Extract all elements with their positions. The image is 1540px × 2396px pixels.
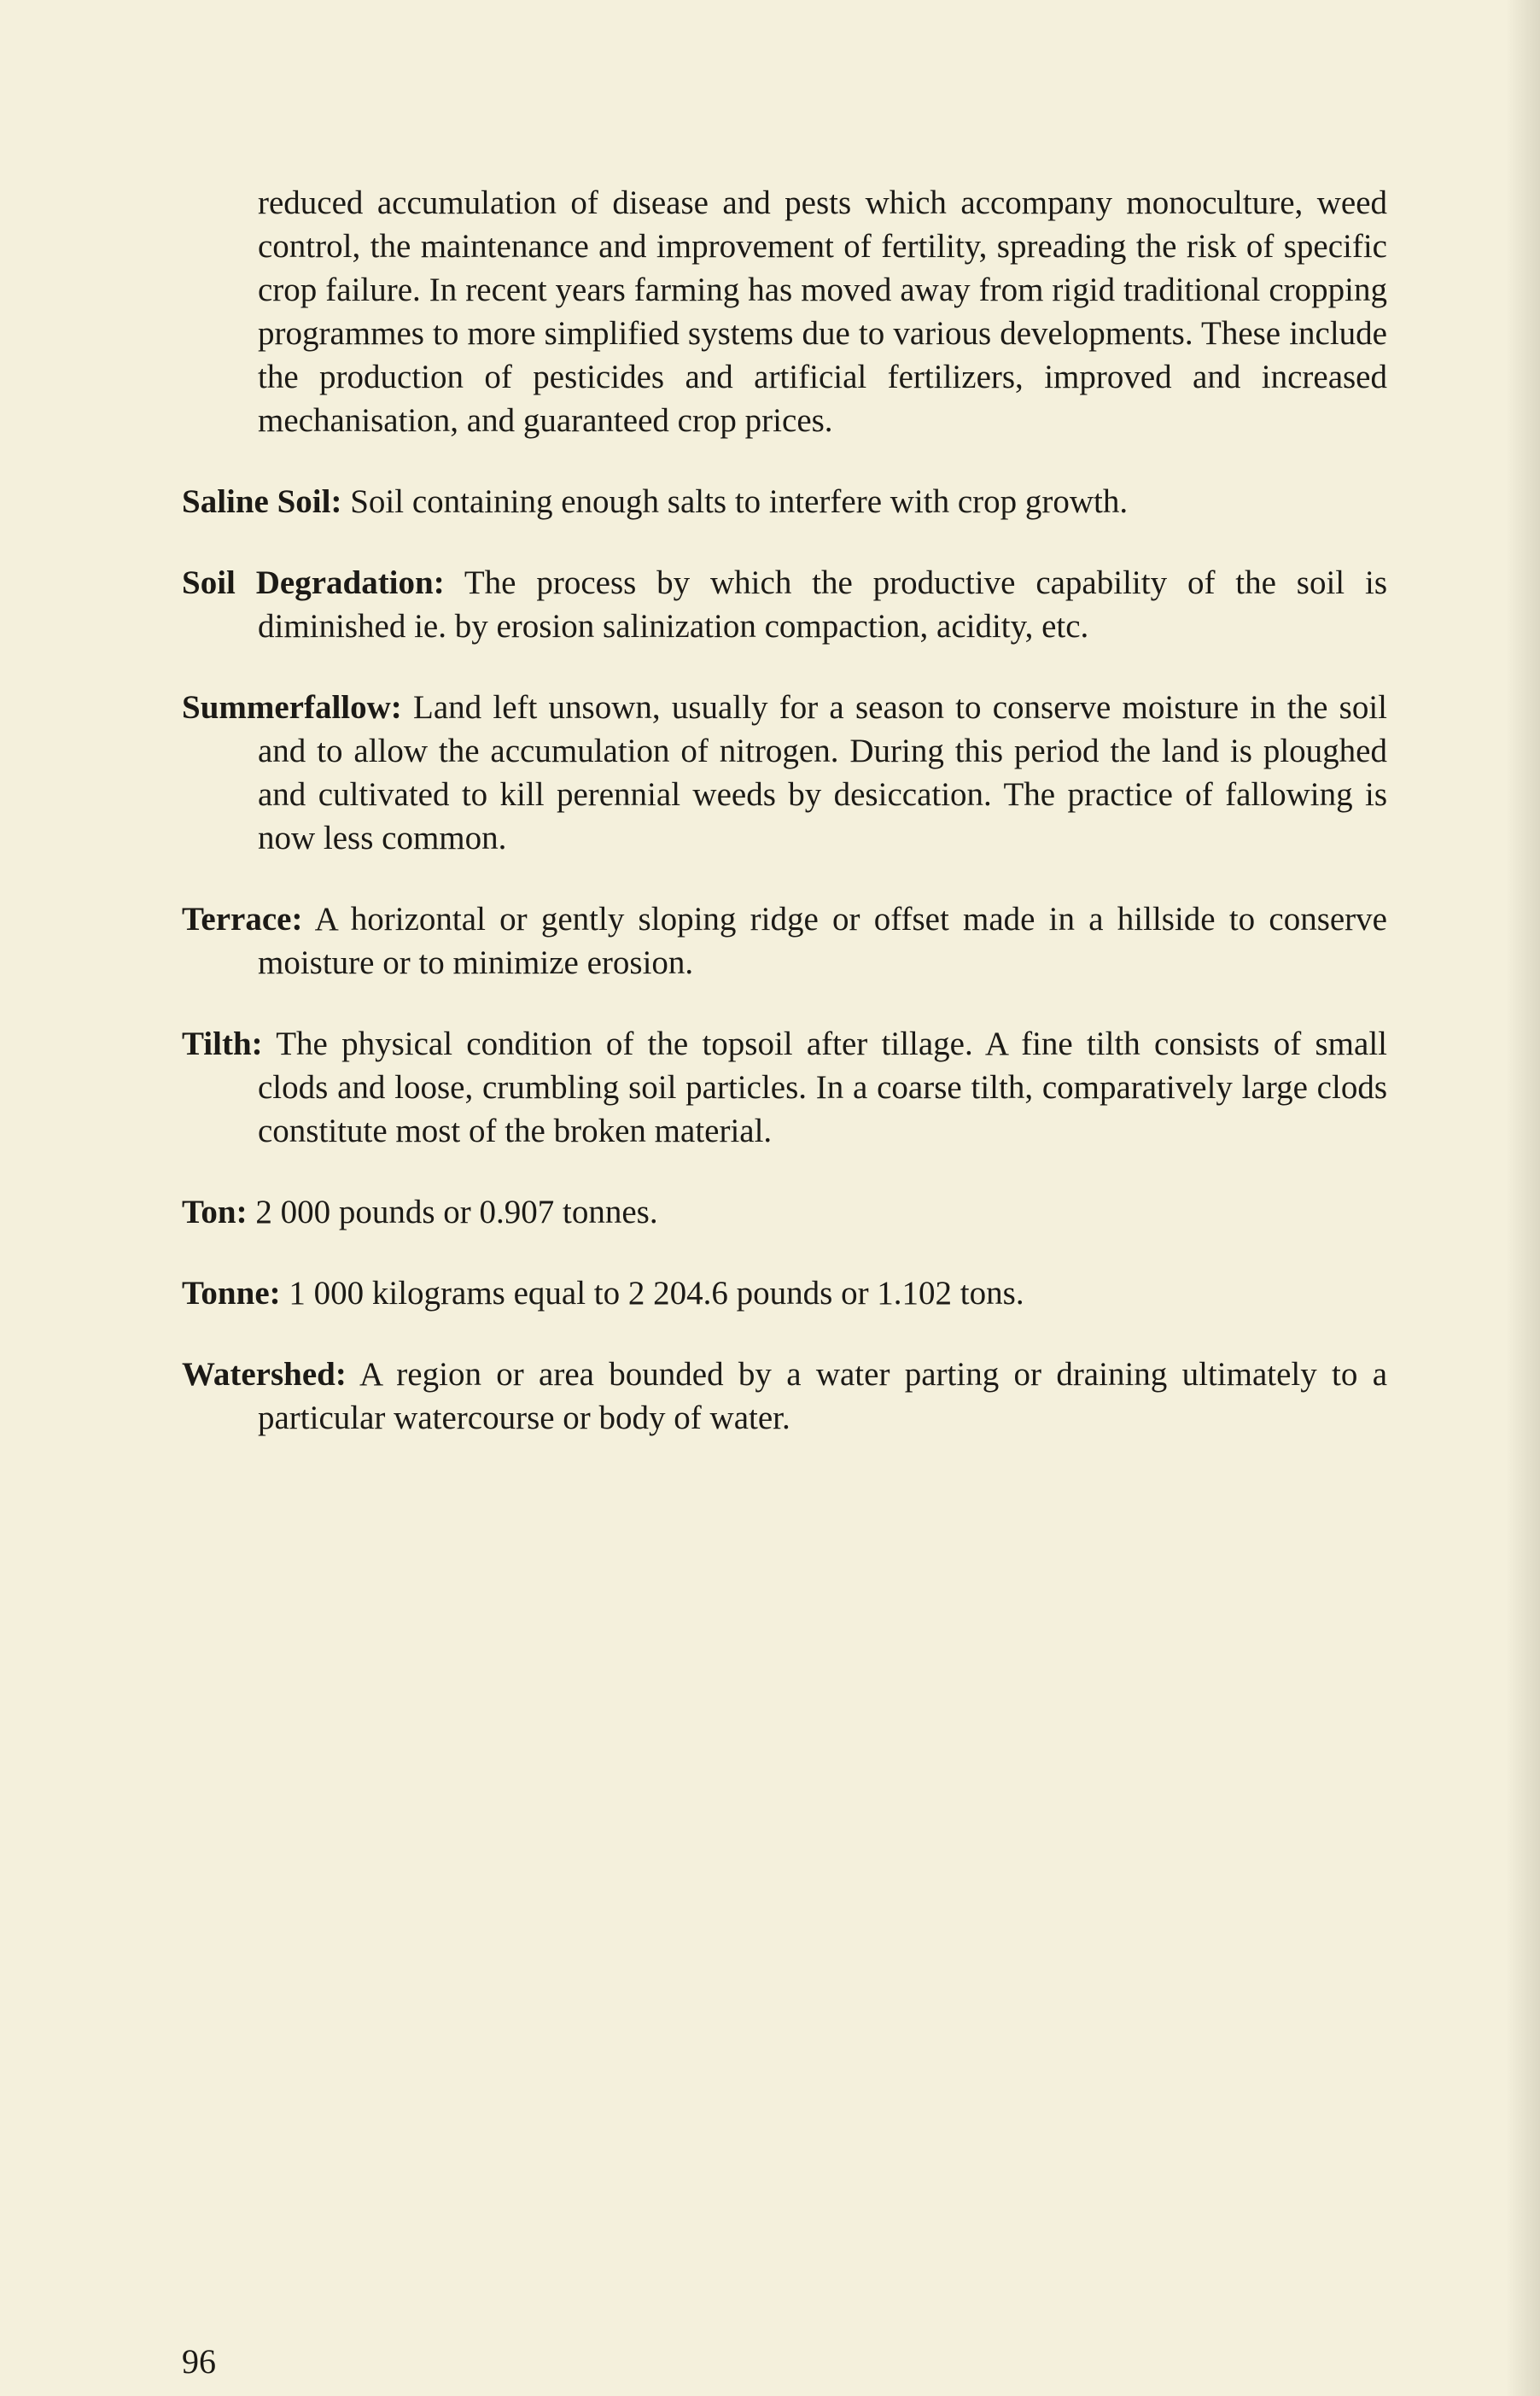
glossary-entry-tonne — [182, 1271, 1387, 1315]
glossary-entry-summerfallow — [182, 686, 1387, 860]
glossary-text — [182, 181, 1387, 1477]
continued-paragraph: reduced accumulation of disease and pests which accompany monoculture, weed control, the maintenance and improvement of fertility, spreading the risk of specific crop failure. In recent years farming has moved away from rigid traditional cropping programmes to more simplified systems due to various developments. These include the production of pesticides and artificial fertilizers, improved and increased mechanisation, and guaranteed crop prices. — [258, 184, 1387, 439]
glossary-definition: The process by which the productive capability of the soil is diminished ie. by erosion salinization compaction, acidity, etc. — [258, 564, 1387, 645]
glossary-definition: A horizontal or gently sloping ridge or offset made in a hillside to conserve moisture or to minimize erosion. — [258, 901, 1387, 981]
glossary-term: Terrace: — [182, 901, 303, 938]
glossary-term: Soil Degradation: — [182, 564, 445, 601]
glossary-entry-ton — [182, 1190, 1387, 1234]
glossary-definition: 1 000 kilograms equal to 2 204.6 pounds or 1.102 tons. — [289, 1275, 1024, 1312]
glossary-entry-saline-soil — [182, 480, 1387, 523]
glossary-entry-tilth — [182, 1022, 1387, 1153]
glossary-definition: A region or area bounded by a water parting or draining ultimately to a particular watercourse or body of water. — [258, 1356, 1387, 1436]
glossary-term: Watershed: — [182, 1356, 347, 1393]
glossary-definition: Land left unsown, usually for a season to conserve moisture in the soil and to allow the accumulation of nitrogen. During this period the land is ploughed and cultivated to kill perennial weeds by desiccation. The practice of fallowing is now less common. — [258, 689, 1387, 856]
glossary-definition: The physical condition of the topsoil after tillage. A fine tilth consists of small clods and loose, crumbling soil particles. In a coarse tilth, comparatively large clods constitute most of the broken material. — [258, 1026, 1387, 1149]
page-edge-shadow — [1506, 0, 1540, 2396]
page-number: 96 — [182, 2342, 216, 2381]
glossary-term: Tonne: — [182, 1275, 281, 1312]
glossary-term: Summerfallow: — [182, 689, 402, 726]
glossary-definition: Soil containing enough salts to interfere with crop growth. — [350, 483, 1129, 520]
glossary-entry-soil-degradation — [182, 561, 1387, 648]
glossary-entry-terrace — [182, 897, 1387, 985]
glossary-term: Tilth: — [182, 1026, 263, 1062]
glossary-entry-watershed — [182, 1353, 1387, 1440]
glossary-definition: 2 000 pounds or 0.907 tonnes. — [255, 1194, 658, 1230]
glossary-term: Saline Soil: — [182, 483, 342, 520]
glossary-term: Ton: — [182, 1194, 248, 1230]
